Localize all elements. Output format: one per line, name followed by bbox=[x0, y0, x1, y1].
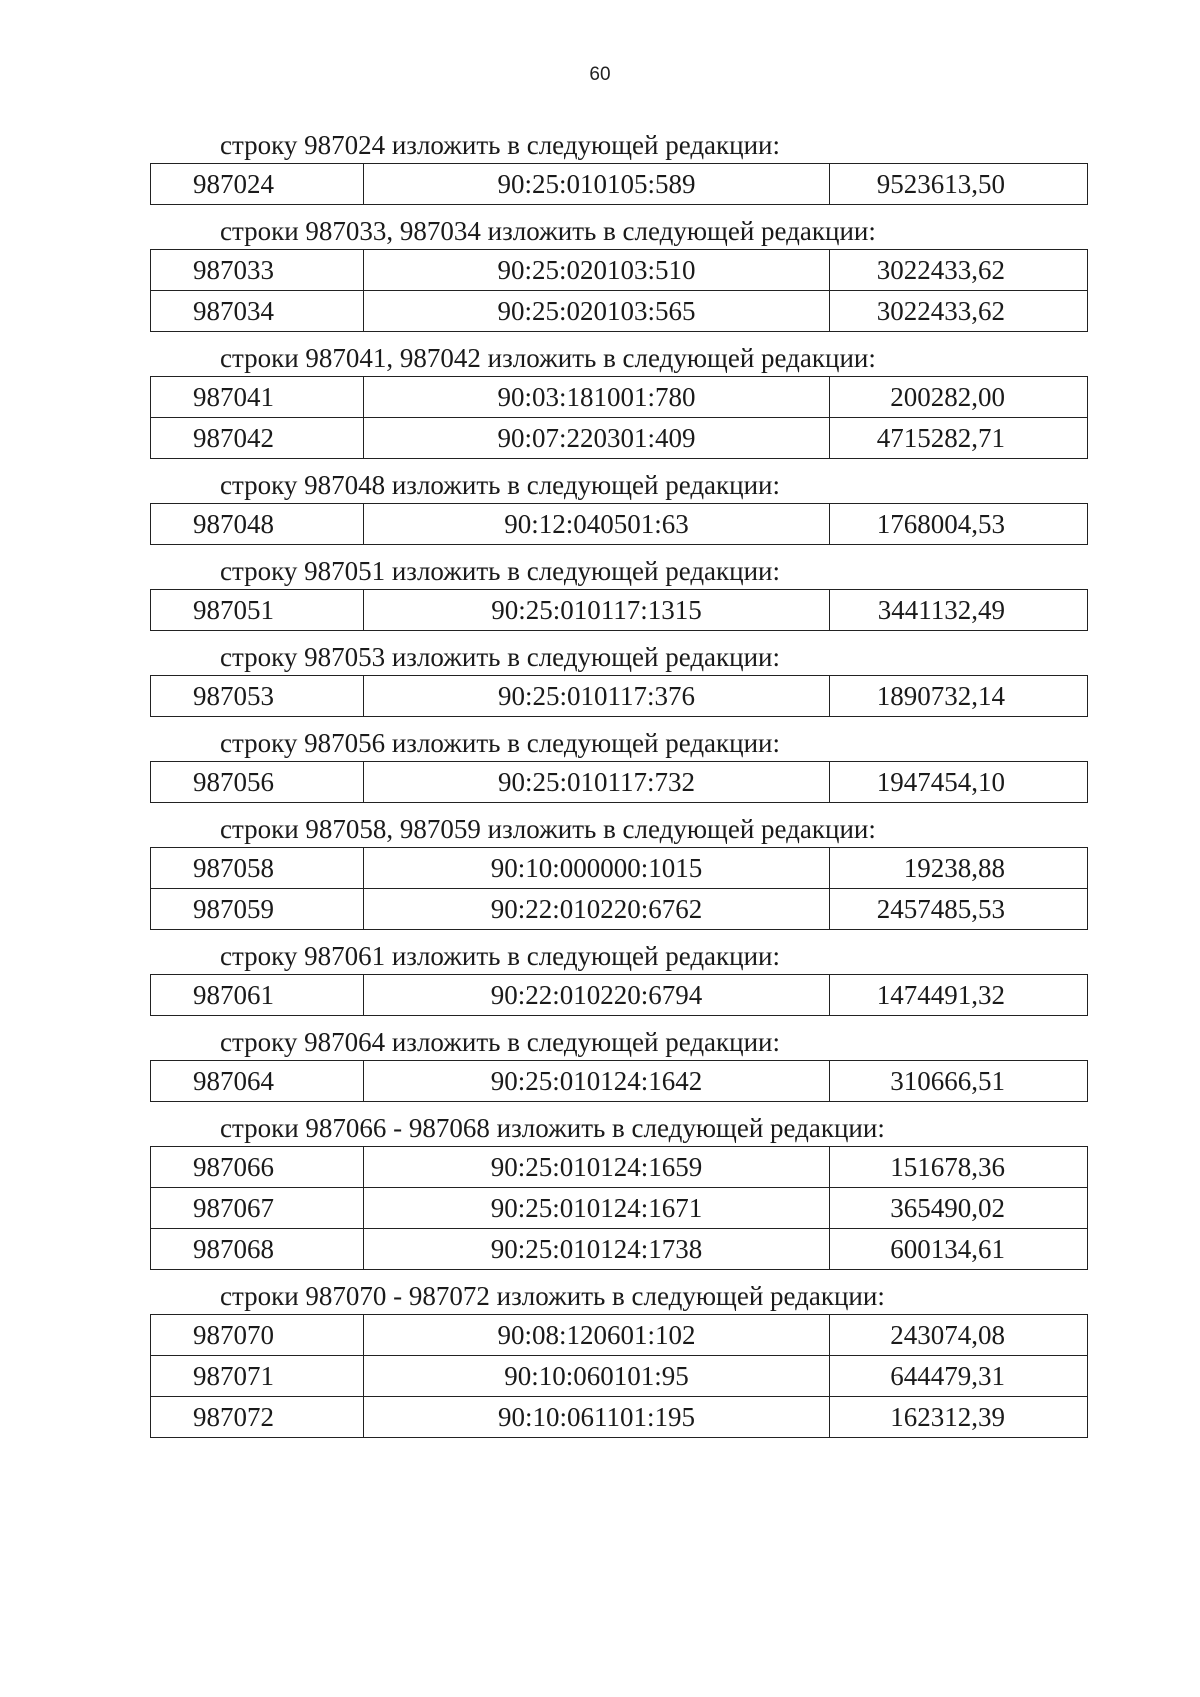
row-number-cell: 987070 bbox=[151, 1315, 364, 1356]
value-cell: 9523613,50 bbox=[830, 164, 1088, 205]
table-row bbox=[151, 676, 1088, 717]
row-number-cell: 987053 bbox=[151, 676, 364, 717]
value-cell: 151678,36 bbox=[830, 1147, 1088, 1188]
amendment-instruction: строки 987070 - 987072 изложить в следующей редакции: bbox=[220, 1281, 885, 1311]
amendment-table bbox=[150, 249, 1088, 332]
value-cell: 3441132,49 bbox=[830, 590, 1088, 631]
amendment-table bbox=[150, 503, 1088, 545]
table-row bbox=[151, 590, 1088, 631]
amendment-table bbox=[150, 974, 1088, 1016]
amendment-instruction: строку 987053 изложить в следующей редакции: bbox=[220, 642, 781, 672]
table-row bbox=[151, 889, 1088, 930]
table-row bbox=[151, 291, 1088, 332]
value-cell: 3022433,62 bbox=[830, 250, 1088, 291]
row-number-cell: 987048 bbox=[151, 504, 364, 545]
cadastral-number-cell: 90:25:010117:1315 bbox=[364, 590, 830, 631]
amendment-instruction: строку 987061 изложить в следующей редакции: bbox=[220, 941, 781, 971]
table-row bbox=[151, 975, 1088, 1016]
amendment-table bbox=[150, 675, 1088, 717]
row-number-cell: 987024 bbox=[151, 164, 364, 205]
amendment-instruction: строку 987051 изложить в следующей редакции: bbox=[220, 556, 781, 586]
value-cell: 644479,31 bbox=[830, 1356, 1088, 1397]
amendment-table bbox=[150, 163, 1088, 205]
row-number-cell: 987068 bbox=[151, 1229, 364, 1270]
table-row bbox=[151, 1147, 1088, 1188]
table-row bbox=[151, 1315, 1088, 1356]
table-row bbox=[151, 1397, 1088, 1438]
table-row bbox=[151, 377, 1088, 418]
row-number-cell: 987066 bbox=[151, 1147, 364, 1188]
row-number-cell: 987067 bbox=[151, 1188, 364, 1229]
amendment-instruction: строку 987048 изложить в следующей редакции: bbox=[220, 470, 781, 500]
amendment-section bbox=[150, 811, 1088, 930]
table-row bbox=[151, 1188, 1088, 1229]
amendment-table bbox=[150, 761, 1088, 803]
amendment-instruction: строки 987041, 987042 изложить в следующей редакции: bbox=[220, 343, 876, 373]
table-row bbox=[151, 504, 1088, 545]
row-number-cell: 987056 bbox=[151, 762, 364, 803]
amendment-section bbox=[150, 1110, 1088, 1270]
cadastral-number-cell: 90:25:010124:1738 bbox=[364, 1229, 830, 1270]
cadastral-number-cell: 90:22:010220:6762 bbox=[364, 889, 830, 930]
amendment-table bbox=[150, 1060, 1088, 1102]
amendment-table bbox=[150, 589, 1088, 631]
value-cell: 19238,88 bbox=[830, 848, 1088, 889]
cadastral-number-cell: 90:25:020103:510 bbox=[364, 250, 830, 291]
table-row bbox=[151, 1356, 1088, 1397]
cadastral-number-cell: 90:25:010117:732 bbox=[364, 762, 830, 803]
row-number-cell: 987061 bbox=[151, 975, 364, 1016]
table-row bbox=[151, 1229, 1088, 1270]
table-row bbox=[151, 1061, 1088, 1102]
cadastral-number-cell: 90:25:020103:565 bbox=[364, 291, 830, 332]
amendment-section bbox=[150, 1024, 1088, 1102]
row-number-cell: 987042 bbox=[151, 418, 364, 459]
cadastral-number-cell: 90:25:010124:1671 bbox=[364, 1188, 830, 1229]
amendment-section bbox=[150, 127, 1088, 205]
value-cell: 1890732,14 bbox=[830, 676, 1088, 717]
row-number-cell: 987034 bbox=[151, 291, 364, 332]
cadastral-number-cell: 90:07:220301:409 bbox=[364, 418, 830, 459]
row-number-cell: 987051 bbox=[151, 590, 364, 631]
amendment-section bbox=[150, 938, 1088, 1016]
amendment-table bbox=[150, 847, 1088, 930]
value-cell: 310666,51 bbox=[830, 1061, 1088, 1102]
value-cell: 365490,02 bbox=[830, 1188, 1088, 1229]
amendment-section bbox=[150, 553, 1088, 631]
amendment-section bbox=[150, 340, 1088, 459]
row-number-cell: 987071 bbox=[151, 1356, 364, 1397]
value-cell: 243074,08 bbox=[830, 1315, 1088, 1356]
cadastral-number-cell: 90:25:010117:376 bbox=[364, 676, 830, 717]
table-row bbox=[151, 250, 1088, 291]
row-number-cell: 987058 bbox=[151, 848, 364, 889]
amendment-section bbox=[150, 1278, 1088, 1438]
value-cell: 200282,00 bbox=[830, 377, 1088, 418]
row-number-cell: 987033 bbox=[151, 250, 364, 291]
value-cell: 4715282,71 bbox=[830, 418, 1088, 459]
cadastral-number-cell: 90:10:060101:95 bbox=[364, 1356, 830, 1397]
cadastral-number-cell: 90:25:010124:1659 bbox=[364, 1147, 830, 1188]
amendment-instruction: строки 987033, 987034 изложить в следующей редакции: bbox=[220, 216, 876, 246]
cadastral-number-cell: 90:10:061101:195 bbox=[364, 1397, 830, 1438]
cadastral-number-cell: 90:22:010220:6794 bbox=[364, 975, 830, 1016]
cadastral-number-cell: 90:25:010124:1642 bbox=[364, 1061, 830, 1102]
amendment-instruction: строку 987056 изложить в следующей редакции: bbox=[220, 728, 781, 758]
value-cell: 1768004,53 bbox=[830, 504, 1088, 545]
amendment-section bbox=[150, 467, 1088, 545]
row-number-cell: 987059 bbox=[151, 889, 364, 930]
table-row bbox=[151, 762, 1088, 803]
value-cell: 162312,39 bbox=[830, 1397, 1088, 1438]
amendment-instruction: строки 987066 - 987068 изложить в следующей редакции: bbox=[220, 1113, 885, 1143]
cadastral-number-cell: 90:08:120601:102 bbox=[364, 1315, 830, 1356]
amendment-instruction: строку 987064 изложить в следующей редакции: bbox=[220, 1027, 781, 1057]
row-number-cell: 987072 bbox=[151, 1397, 364, 1438]
table-row bbox=[151, 418, 1088, 459]
amendment-table bbox=[150, 1314, 1088, 1438]
table-row bbox=[151, 164, 1088, 205]
table-row bbox=[151, 848, 1088, 889]
amendment-section bbox=[150, 639, 1088, 717]
cadastral-number-cell: 90:03:181001:780 bbox=[364, 377, 830, 418]
value-cell: 1474491,32 bbox=[830, 975, 1088, 1016]
amendment-table bbox=[150, 376, 1088, 459]
document-body bbox=[150, 127, 1088, 1446]
amendment-table bbox=[150, 1146, 1088, 1270]
value-cell: 3022433,62 bbox=[830, 291, 1088, 332]
value-cell: 2457485,53 bbox=[830, 889, 1088, 930]
amendment-instruction: строки 987058, 987059 изложить в следующей редакции: bbox=[220, 814, 876, 844]
value-cell: 600134,61 bbox=[830, 1229, 1088, 1270]
cadastral-number-cell: 90:12:040501:63 bbox=[364, 504, 830, 545]
row-number-cell: 987041 bbox=[151, 377, 364, 418]
amendment-section bbox=[150, 213, 1088, 332]
cadastral-number-cell: 90:25:010105:589 bbox=[364, 164, 830, 205]
page-number: 60 bbox=[589, 64, 611, 85]
cadastral-number-cell: 90:10:000000:1015 bbox=[364, 848, 830, 889]
row-number-cell: 987064 bbox=[151, 1061, 364, 1102]
amendment-instruction: строку 987024 изложить в следующей редакции: bbox=[220, 130, 781, 160]
value-cell: 1947454,10 bbox=[830, 762, 1088, 803]
amendment-section bbox=[150, 725, 1088, 803]
